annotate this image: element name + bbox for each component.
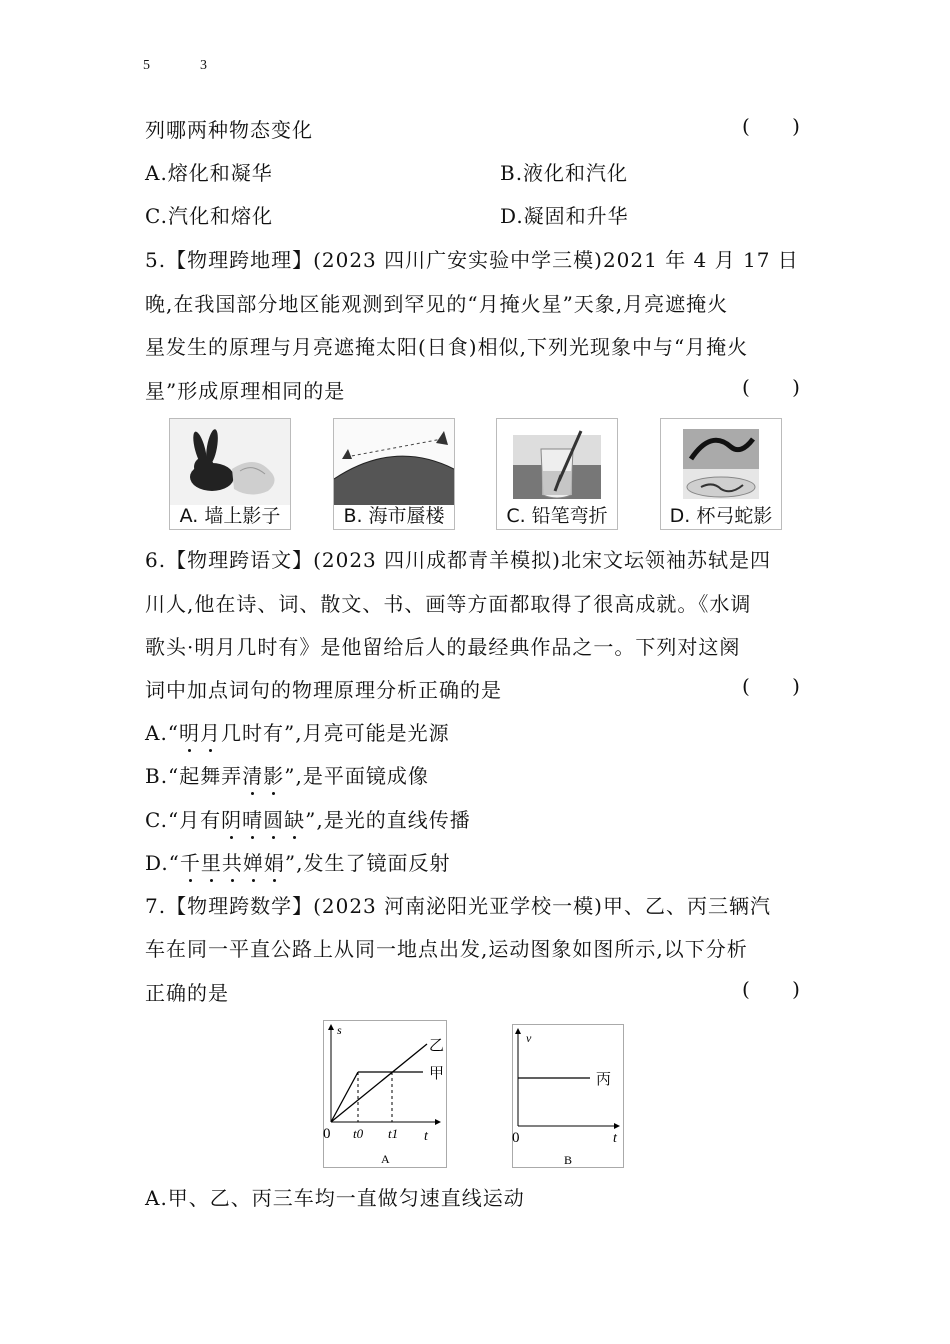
q5-image-b-caption: B. 海市蜃楼 <box>343 505 445 527</box>
q6-option-d-dotted <box>180 851 285 875</box>
q6-line-3: 歌头·明月几时有》是他留给后人的最经典作品之一。下列对这阕 <box>145 635 741 659</box>
graph-b-caption: B <box>564 1153 573 1167</box>
emphasis-char: 共 <box>222 847 243 876</box>
q5-image-b <box>333 418 455 530</box>
q4-option-b: B.液化和汽化 <box>500 161 629 185</box>
emphasis-char: 清 <box>242 760 263 789</box>
q6-option-b-rest: ”,是平面镜成像 <box>284 764 429 788</box>
q6-option-a-dotted <box>179 721 221 745</box>
graph-b-ylabel: v <box>526 1031 532 1045</box>
q4-answer-paren: ( ) <box>742 114 818 138</box>
graph-a-series-yi: 乙 <box>429 1038 445 1054</box>
q4-option-c: C.汽化和熔化 <box>145 204 273 228</box>
emphasis-char: 影 <box>263 760 284 789</box>
emphasis-char: 娟 <box>264 847 285 876</box>
q6-option-c-dotted <box>221 808 305 832</box>
emphasis-char: 明 <box>179 717 200 746</box>
pencil-in-water-icon <box>497 419 617 505</box>
q6-option-c-rest: ”,是光的直线传播 <box>305 808 471 832</box>
graph-a-tick-t0: t0 <box>353 1126 364 1141</box>
q6-option-a-rest: 几时有”,月亮可能是光源 <box>221 721 450 745</box>
q6-option-c-prefix: C.“月有 <box>145 808 222 832</box>
q5-line-3: 星发生的原理与月亮遮掩太阳(日食)相似,下列光现象中与“月掩火 <box>145 335 749 359</box>
q6-option-b-dotted <box>242 764 284 788</box>
q5-line-2: 晚,在我国部分地区能观测到罕见的“月掩火星”天象,月亮遮掩火 <box>145 292 729 316</box>
q5-image-d-caption: D. 杯弓蛇影 <box>669 505 773 527</box>
q6-option-a-prefix: A.“ <box>145 721 180 745</box>
q7-line-1: 7.【物理跨数学】(2023 河南泌阳光亚学校一模)甲、乙、丙三辆汽 <box>145 894 771 918</box>
graph-b-origin: 0 <box>512 1130 520 1146</box>
bow-reflection-in-cup-icon <box>661 419 781 505</box>
graph-a-origin: 0 <box>323 1126 331 1142</box>
hand-shadow-rabbit-icon <box>170 419 290 505</box>
emphasis-char: 婵 <box>243 847 264 876</box>
q6-line-4: 词中加点词句的物理原理分析正确的是 <box>145 678 502 702</box>
graph-a-series-jia: 甲 <box>429 1066 445 1082</box>
graph-a-ylabel: s <box>337 1023 342 1037</box>
emphasis-char: 里 <box>201 847 222 876</box>
q7-graph-b <box>512 1024 624 1168</box>
graph-b-series-bing: 丙 <box>596 1072 612 1088</box>
q7-answer-paren: ( ) <box>742 977 818 1001</box>
q6-option-a <box>145 717 450 746</box>
q6-option-d <box>145 847 451 876</box>
emphasis-char: 圆 <box>263 804 284 833</box>
graph-a-caption: A <box>381 1152 390 1166</box>
q5-image-c-caption: C. 铅笔弯折 <box>506 505 608 527</box>
q7-line-3: 正确的是 <box>145 981 229 1005</box>
q6-option-b-prefix: B.“起舞弄 <box>145 764 243 788</box>
q4-stem-tail: 列哪两种物态变化 <box>145 118 313 142</box>
graph-b-xlabel: t <box>613 1131 617 1146</box>
q4-option-d: D.凝固和升华 <box>500 204 629 228</box>
emphasis-char: 缺 <box>284 804 305 833</box>
q5-image-a <box>169 418 291 530</box>
q6-answer-paren: ( ) <box>742 674 818 698</box>
q6-line-1: 6.【物理跨语文】(2023 四川成都青羊模拟)北宋文坛领袖苏轼是四 <box>145 548 771 572</box>
q6-option-d-prefix: D.“ <box>145 851 180 875</box>
q6-option-c <box>145 804 471 833</box>
mirage-icon <box>334 419 454 505</box>
emphasis-char: 晴 <box>242 804 263 833</box>
q7-graph-a <box>323 1020 447 1168</box>
page-mark-right: 3 <box>200 58 207 73</box>
graph-a-xlabel: t <box>424 1129 428 1144</box>
q5-image-d <box>660 418 782 530</box>
graph-a-tick-t1: t1 <box>388 1126 399 1141</box>
q6-line-2: 川人,他在诗、词、散文、书、画等方面都取得了很高成就。《水调 <box>145 592 752 616</box>
q5-answer-paren: ( ) <box>742 375 818 399</box>
q4-option-a: A.熔化和凝华 <box>145 161 273 185</box>
q5-line-4: 星”形成原理相同的是 <box>145 379 346 403</box>
q5-line-1: 5.【物理跨地理】(2023 四川广安实验中学三模)2021 年 4 月 17 日 <box>145 248 799 272</box>
q6-option-b <box>145 760 429 789</box>
q5-image-a-caption: A. 墙上影子 <box>179 505 281 527</box>
q7-line-2: 车在同一平直公路上从同一地点出发,运动图象如图所示,以下分析 <box>145 937 748 961</box>
page-mark-left: 5 <box>143 58 150 73</box>
emphasis-char: 千 <box>180 847 201 876</box>
q5-image-c <box>496 418 618 530</box>
emphasis-char: 月 <box>200 717 221 746</box>
q7-option-a: A.甲、乙、丙三车均一直做匀速直线运动 <box>145 1186 525 1210</box>
emphasis-char: 阴 <box>221 804 242 833</box>
q6-option-d-rest: ”,发生了镜面反射 <box>284 851 451 875</box>
